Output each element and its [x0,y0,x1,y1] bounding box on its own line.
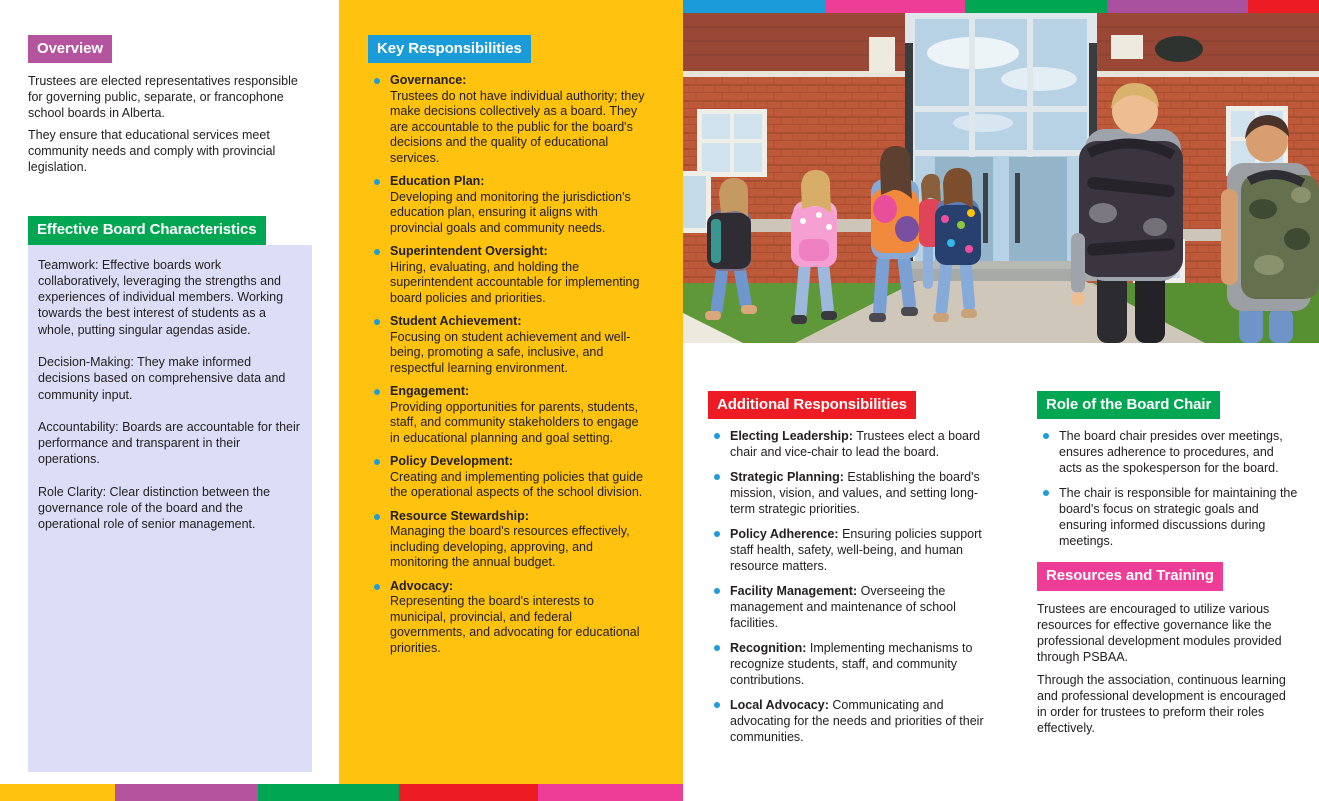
list-item [708,697,1010,745]
item-term: Policy Adherence: [730,527,839,542]
school-entrance-illustration [683,13,1319,343]
overview-paragraph: They ensure that educational services meet community needs and comply with provincial legislation. [28,128,276,175]
item-text: Ensuring policies support staff health, safety, well-being, and human resource matters. [730,527,982,574]
item-term: Education Plan: [390,174,485,189]
item-term: Student Achievement: [390,314,522,329]
characteristic-paragraph: Teamwork: Effective boards work collaboratively, leveraging the strengths and experiences of individual members. Working towards the best interest of students as a whole, putting singular agendas aside. [38,257,284,337]
bullet-icon [374,514,380,520]
list-item [708,469,1010,517]
resources-paragraph: Through the association, continuous learning and professional development is encouraged in order for trustees to preform their roles effectively. [1037,672,1286,735]
item-term: Strategic Planning: [730,470,844,485]
list-item [368,314,657,376]
item-desc: Providing opportunities for parents, students, staff, and community stakeholders to engage in educational planning and goal setting. [390,399,639,445]
list-item [708,526,1010,574]
bullet-icon [714,433,720,439]
board-chair-header: Role of the Board Chair [1037,391,1220,419]
stripe-pink [538,784,683,801]
characteristic-paragraph: Role Clarity: Clear distinction between the governance role of the board and the operational role of senior management. [38,484,271,532]
characteristics-box [28,245,312,772]
item-desc: Hiring, evaluating, and holding the superintendent accountable for implementing board policies and priorities. [390,259,640,305]
overview-paragraph: Trustees are elected representatives responsible for governing public, separate, or francophone school boards in Alberta. [28,74,298,121]
item-text: The board chair presides over meetings, ensures adherence to procedures, and acts as the spokesperson for the board. [1059,429,1283,476]
list-item [368,244,657,306]
item-term: Advocacy: [390,578,454,593]
item-text: The chair is responsible for maintaining the board's focus on strategic goals and ensuring informed discussions during meetings. [1059,486,1298,549]
bullet-icon [374,249,380,255]
list-item [708,640,1010,688]
bullet-icon [714,531,720,537]
item-desc: Focusing on student achievement and well-being, promoting a safe, inclusive, and respectful learning environment. [390,329,631,375]
item-desc: Representing the board's interests to municipal, provincial, and federal governments, and advocating for educational priorities. [390,594,640,655]
list-item [368,174,657,236]
additional-responsibilities-header: Additional Responsibilities [708,391,916,419]
bullet-icon [714,702,720,708]
item-desc: Managing the board's resources effectively, including developing, approving, and monitoring the annual budget. [390,524,630,570]
stripe-purple [1107,0,1248,13]
stripe-yellow [0,784,115,801]
overview-text [28,73,315,175]
additional-responsibilities-list [708,428,1010,745]
board-chair-list [1037,428,1300,549]
list-item [708,428,1010,460]
key-responsibilities-list [368,73,657,656]
overview-column [28,35,315,772]
item-term: Recognition: [730,641,807,656]
stripe-pink [825,0,965,13]
additional-responsibilities-section [708,391,1010,754]
item-text: Establishing the board's mission, vision, and values, and setting long-term strategic priorities. [730,470,980,517]
list-item [368,579,657,657]
item-term: Superintendent Oversight: [390,244,548,259]
bullet-icon [374,459,380,465]
resources-paragraph: Trustees are encouraged to utilize various resources for effective governance like the professional development modules provided through PSBAA. [1037,601,1282,664]
item-text: Communicating and advocating for the needs and priorities of their communities. [730,698,984,745]
bullet-icon [374,179,380,185]
bullet-icon [1043,490,1049,496]
list-item [368,384,657,446]
list-item [368,73,657,166]
top-stripe-bar [680,0,1319,13]
item-text: Implementing mechanisms to recognize students, staff, and community contributions. [730,641,973,688]
item-text: Overseeing the management and maintenance of school facilities. [730,584,956,631]
key-responsibilities-panel [339,0,683,784]
bullet-icon [374,319,380,325]
resources-text [1037,601,1295,736]
overview-header: Overview [28,35,112,63]
list-item [708,583,1010,631]
list-item [368,509,657,571]
stripe-blue [680,0,825,13]
bullet-icon [714,474,720,480]
list-item [1037,428,1300,476]
bullet-icon [1043,433,1049,439]
item-text: Trustees elect a board chair and vice-chair to lead the board. [730,429,981,460]
stripe-green [965,0,1107,13]
item-desc: Trustees do not have individual authority; they make decisions collectively as a board. They are accountable to the public for the board's decisions and the quality of educational services. [390,88,645,165]
stripe-red [399,784,538,801]
item-term: Facility Management: [730,584,858,599]
board-chair-section [1037,391,1300,743]
bullet-icon [374,78,380,84]
item-term: Policy Development: [390,454,513,469]
key-responsibilities-header: Key Responsibilities [368,35,531,63]
resources-header: Resources and Training [1037,562,1223,590]
item-term: Resource Stewardship: [390,508,529,523]
bullet-icon [714,645,720,651]
bullet-icon [714,588,720,594]
item-desc: Developing and monitoring the jurisdiction's education plan, ensuring it aligns with provincial goals and community needs. [390,189,631,235]
characteristic-paragraph: Decision-Making: They make informed decisions based on comprehensive data and community input. [38,354,286,402]
bullet-icon [374,389,380,395]
stripe-green [258,784,399,801]
stripe-red [1248,0,1319,13]
item-desc: Creating and implementing policies that guide the operational aspects of the school division. [390,469,643,500]
item-term: Electing Leadership: [730,429,853,444]
item-term: Engagement: [390,384,470,399]
bullet-icon [374,584,380,590]
school-entrance-photo [683,13,1319,343]
stripe-purple [115,784,258,801]
list-item [1037,485,1300,549]
characteristics-header: Effective Board Characteristics [28,216,266,244]
list-item [368,454,657,501]
bottom-stripe-bar [0,784,683,801]
item-term: Local Advocacy: [730,698,829,713]
characteristic-paragraph: Accountability: Boards are accountable for their performance and transparent in their operations. [38,419,300,467]
item-term: Governance: [390,73,467,88]
